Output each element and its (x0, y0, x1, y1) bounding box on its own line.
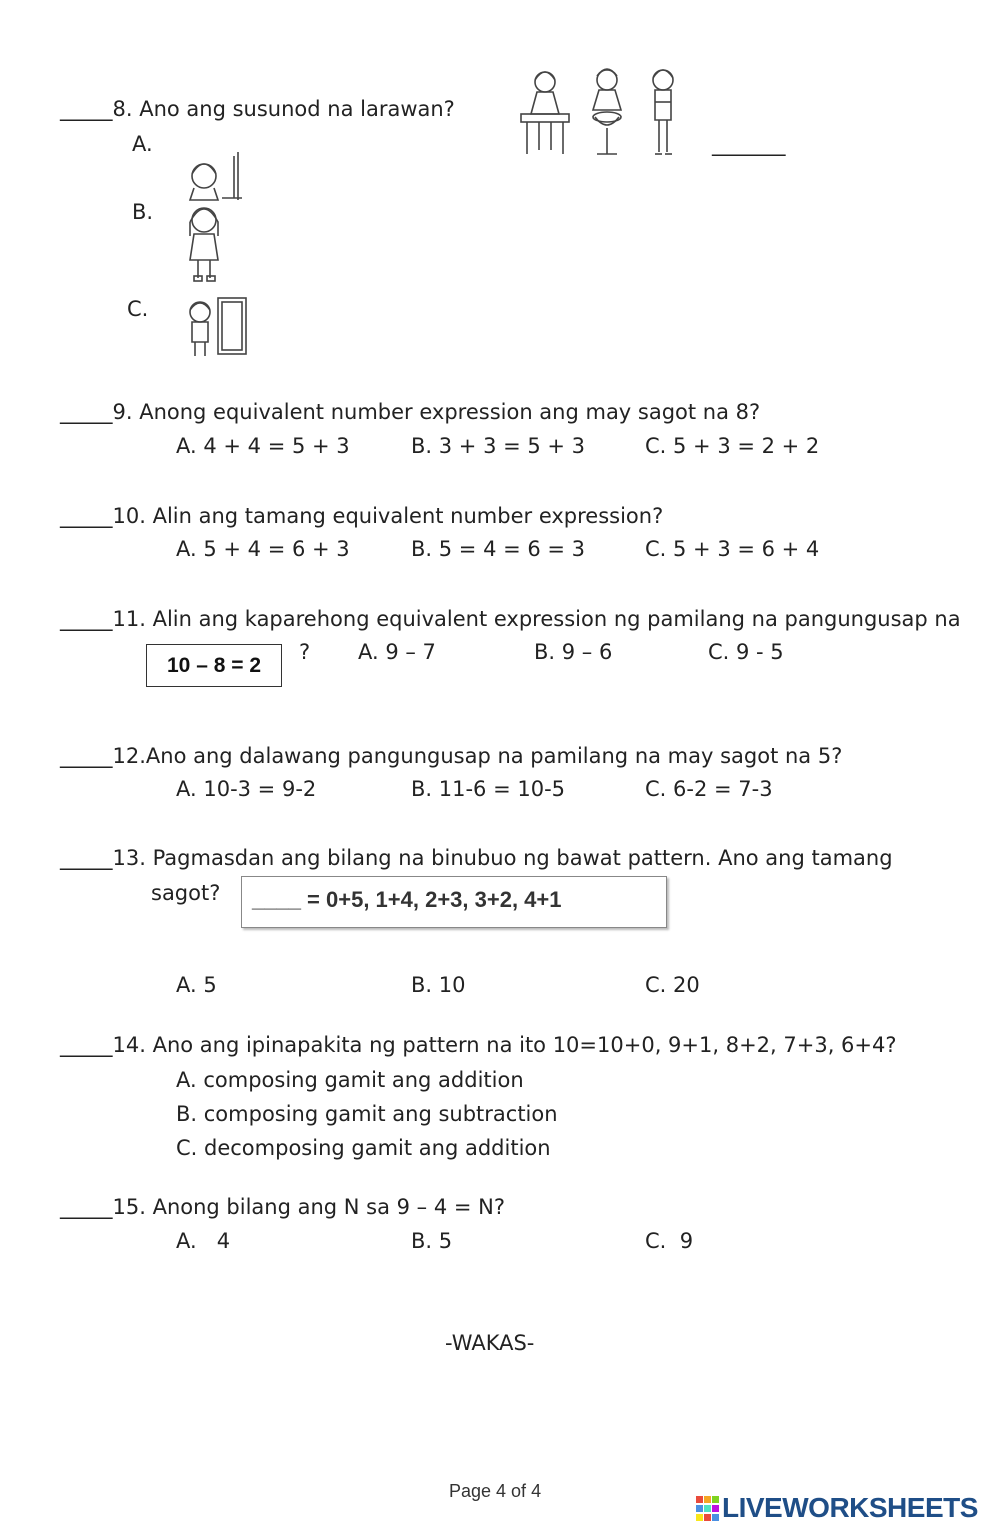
q10-prompt: _____10. Alin ang tamang equivalent number expression? (60, 504, 664, 528)
q15-option-a[interactable]: A. 4 (176, 1229, 231, 1253)
q14-option-b[interactable]: B. composing gamit ang subtraction (176, 1102, 558, 1126)
q15-option-c[interactable]: C. 9 (645, 1229, 694, 1253)
q13-pattern-text: ____ = 0+5, 1+4, 2+3, 3+2, 4+1 (252, 887, 562, 912)
q15-option-b[interactable]: B. 5 (411, 1229, 453, 1253)
q12-option-c[interactable]: C. 6-2 = 7-3 (645, 777, 773, 801)
q9-prompt: _____9. Anong equivalent number expression ang may sagot na 8? (60, 400, 761, 424)
q13-prompt: _____13. Pagmasdan ang bilang na binubuo ng bawat pattern. Ano ang tamang (60, 846, 893, 870)
page-number: Page 4 of 4 (449, 1481, 542, 1501)
q14-option-c[interactable]: C. decomposing gamit ang addition (176, 1136, 551, 1160)
q11-question-mark: ? (299, 640, 311, 664)
q14-prompt: _____14. Ano ang ipinapakita ng pattern na ito 10=10+0, 9+1, 8+2, 7+3, 6+4? (60, 1033, 897, 1057)
q8-option-b-illustration (182, 204, 227, 284)
q9-option-c[interactable]: C. 5 + 3 = 2 + 2 (645, 434, 820, 458)
q12-prompt: _____12.Ano ang dalawang pangungusap na pamilang na may sagot na 5? (60, 744, 843, 768)
logo-grid-icon (696, 1496, 720, 1522)
q11-option-c[interactable]: C. 9 - 5 (708, 640, 784, 664)
q8-option-a[interactable]: A. (132, 132, 153, 156)
q11-option-a[interactable]: A. 9 – 7 (358, 640, 436, 664)
q8-option-a-illustration (182, 150, 244, 202)
q10-option-c[interactable]: C. 5 + 3 = 6 + 4 (645, 537, 820, 561)
q13-prompt-continued: sagot? (151, 881, 221, 905)
q8-sequence-illustration (515, 62, 690, 160)
q8-answer-blank[interactable]: _______ (712, 132, 786, 156)
q14-option-a[interactable]: A. composing gamit ang addition (176, 1068, 524, 1092)
q8-option-c[interactable]: C. (127, 297, 149, 321)
q13-option-b[interactable]: B. 10 (411, 973, 466, 997)
q10-option-a[interactable]: A. 5 + 4 = 6 + 3 (176, 537, 350, 561)
q12-option-b[interactable]: B. 11-6 = 10-5 (411, 777, 566, 801)
q13-option-a[interactable]: A. 5 (176, 973, 217, 997)
q11-prompt: _____11. Alin ang kaparehong equivalent expression ng pamilang na pangungusap na (60, 607, 961, 631)
q9-option-a[interactable]: A. 4 + 4 = 5 + 3 (176, 434, 350, 458)
q15-prompt: _____15. Anong bilang ang N sa 9 – 4 = N? (60, 1195, 506, 1219)
q11-option-b[interactable]: B. 9 – 6 (534, 640, 613, 664)
q13-option-c[interactable]: C. 20 (645, 973, 700, 997)
end-text: -WAKAS- (445, 1331, 535, 1355)
q8-option-b[interactable]: B. (132, 200, 154, 224)
q8-option-c-illustration (180, 294, 252, 360)
q12-option-a[interactable]: A. 10-3 = 9-2 (176, 777, 317, 801)
logo-text: LIVEWORKSHEETS (722, 1492, 978, 1523)
q11-equation-box: 10 – 8 = 2 (146, 644, 282, 687)
q8-prompt: _____8. Ano ang susunod na larawan? (60, 97, 455, 121)
q13-pattern-box (241, 876, 667, 928)
q10-option-b[interactable]: B. 5 = 4 = 6 = 3 (411, 537, 586, 561)
q9-option-b[interactable]: B. 3 + 3 = 5 + 3 (411, 434, 586, 458)
